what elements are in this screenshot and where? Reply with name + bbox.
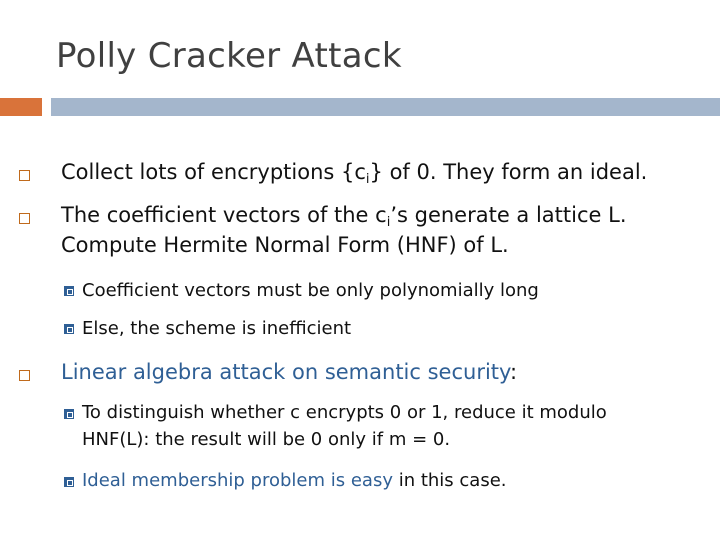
bullet-square-icon	[19, 170, 30, 181]
bullet-2-pre: The coefficient vectors of the c	[61, 203, 387, 227]
bullet-square-icon	[19, 213, 30, 224]
sub-bullet-3-2-post: in this case.	[392, 470, 507, 491]
sub-bullet-3-1-line-2: HNF(L): the result will be 0 only if m = 0.	[82, 429, 451, 450]
sub-bullet-icon	[64, 286, 74, 296]
sub-bullet-3-1-line-1: To distinguish whether c encrypts 0 or 1, reduce it modulo	[82, 402, 607, 423]
sub-bullet-3-2-highlight: Ideal membership problem is easy	[82, 470, 393, 491]
bullet-3-post: :	[509, 360, 518, 384]
bullet-2-post: ’s generate a lattice L.	[390, 203, 627, 227]
bullet-1-text	[61, 160, 647, 187]
sub-bullet-3-2	[82, 470, 507, 491]
bullet-3-text	[61, 360, 517, 384]
sub-bullet-2-1: Coefficient vectors must be only polynomially long	[82, 280, 539, 301]
sub-bullet-icon	[64, 477, 74, 487]
bullet-1-sub: i	[365, 172, 370, 187]
bullet-2-line-2: Compute Hermite Normal Form (HNF) of L.	[61, 233, 509, 257]
slide-title: Polly Cracker Attack	[56, 36, 402, 76]
bullet-1-post: } of 0. They form an ideal.	[369, 160, 648, 184]
title-accent-bar-blue	[51, 98, 720, 116]
title-accent-bar-orange	[0, 98, 42, 116]
bullet-2-line-1	[61, 203, 627, 230]
sub-bullet-icon	[64, 324, 74, 334]
sub-bullet-2-2: Else, the scheme is inefficient	[82, 318, 352, 339]
bullet-3-highlight: Linear algebra attack on semantic security	[61, 360, 510, 384]
sub-bullet-icon	[64, 409, 74, 419]
bullet-1-pre: Collect lots of encryptions {c	[61, 160, 366, 184]
bullet-square-icon	[19, 370, 30, 381]
bullet-2-sub: i	[386, 215, 391, 230]
